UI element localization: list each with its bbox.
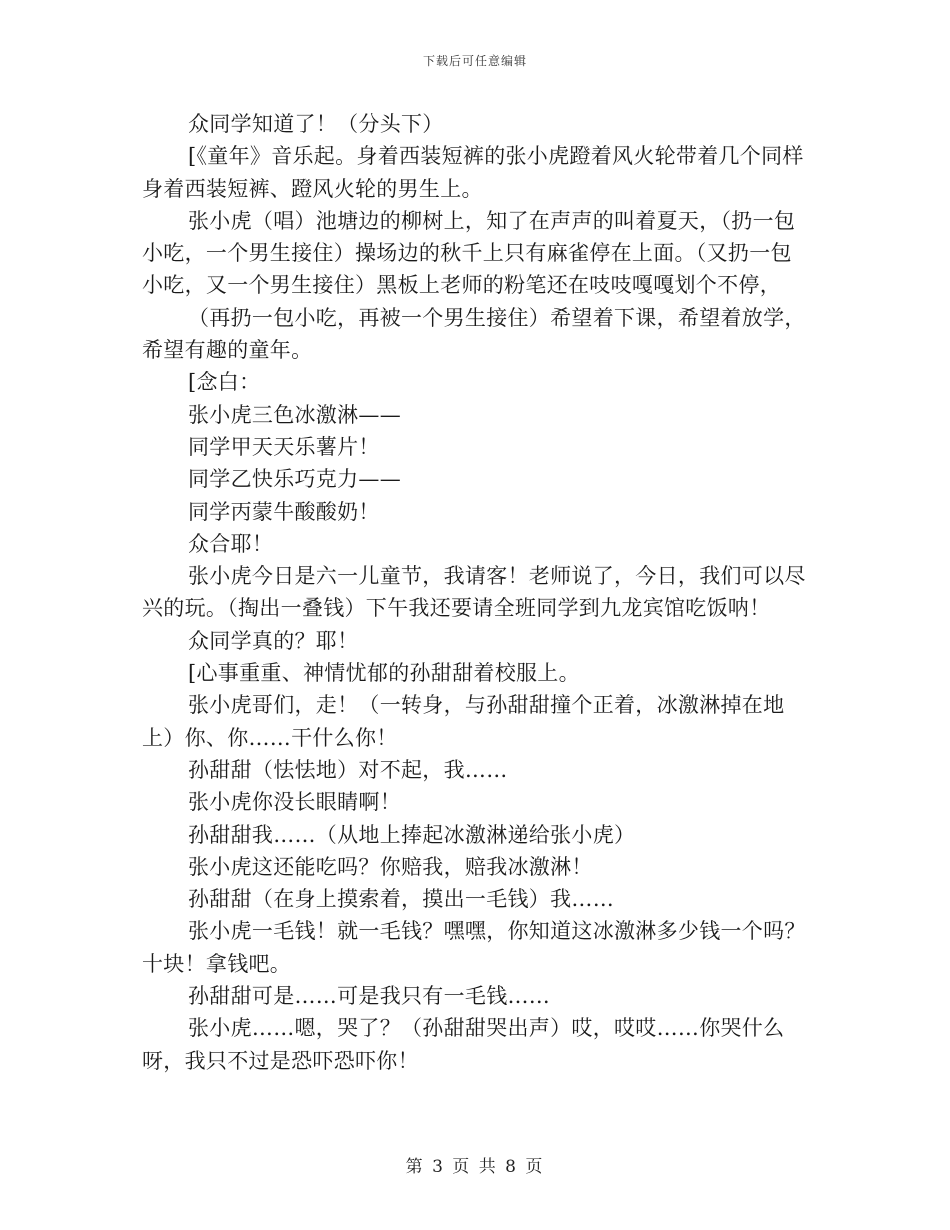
paragraph: 张小虎一毛钱！就一毛钱？嘿嘿，你知道这冰激淋多少钱一个吗？十块！拿钱吧。: [142, 919, 806, 976]
paragraph: 众同学真的？耶！: [188, 628, 359, 653]
paragraph: （再扔一包小吃，再被一个男生接住）希望着下课，希望着放学，希望有趣的童年。: [142, 305, 806, 363]
paragraph: 孙甜甜（怯怯地）对不起，我……: [188, 757, 508, 782]
paragraph: 孙甜甜我……（从地上捧起冰激淋递给张小虎）: [188, 822, 636, 847]
paragraph: 孙甜甜（在身上摸索着，摸出一毛钱）我……: [188, 887, 614, 912]
paragraph: 张小虎哥们，走！（一转身，与孙甜甜撞个正着，冰激淋掉在地上）你、你……干什么你！: [142, 693, 785, 750]
paragraph: 张小虎三色冰激淋——: [188, 402, 401, 427]
paragraph: 张小虎……嗯，哭了？（孙甜甜哭出声）哎，哎哎……你哭什么呀，我只不过是恐吓恐吓你！: [142, 1016, 785, 1073]
paragraph: 张小虎你没长眼睛啊！: [188, 790, 401, 815]
paragraph: [《童年》音乐起。身着西装短裤的张小虎蹬着风火轮带着几个同样身着西装短裤、蹬风火轮的男生上。: [142, 144, 804, 201]
paragraph: 张小虎（唱）池塘边的柳树上，知了在声声的叫着夏天，（扔一包小吃，一个男生接住）操场边的秋千上只有麻雀停在上面。（又扔一包小吃，又一个男生接住）黑板上老师的粉笔还在吱吱嘎嘎划个不停，: [142, 208, 796, 298]
paragraph: 同学丙蒙牛酸酸奶！: [188, 499, 380, 524]
page-header: 下载后可任意编辑: [422, 54, 527, 68]
paragraph: [念白：: [188, 370, 261, 395]
paragraph: 张小虎这还能吃吗？你赔我，赔我冰激淋！: [188, 854, 593, 879]
script-body: [142, 108, 808, 1077]
paragraph: 同学乙快乐巧克力——: [188, 467, 401, 492]
paragraph: 众同学知道了！（分头下）: [188, 112, 444, 136]
paragraph: 同学甲天天乐薯片！: [188, 434, 380, 459]
paragraph: 孙甜甜可是……可是我只有一毛钱……: [188, 984, 551, 1009]
page-footer: 第 3 页 共 8 页: [405, 1157, 545, 1177]
paragraph: [心事重重、神情忧郁的孙甜甜着校服上。: [188, 661, 580, 686]
paragraph: 众合耶！: [188, 531, 274, 556]
paragraph: 张小虎今日是六一儿童节，我请客！老师说了，今日，我们可以尽兴的玩。（掏出一叠钱）下午我还要请全班同学到九龙宾馆吃饭呐！: [142, 564, 806, 621]
